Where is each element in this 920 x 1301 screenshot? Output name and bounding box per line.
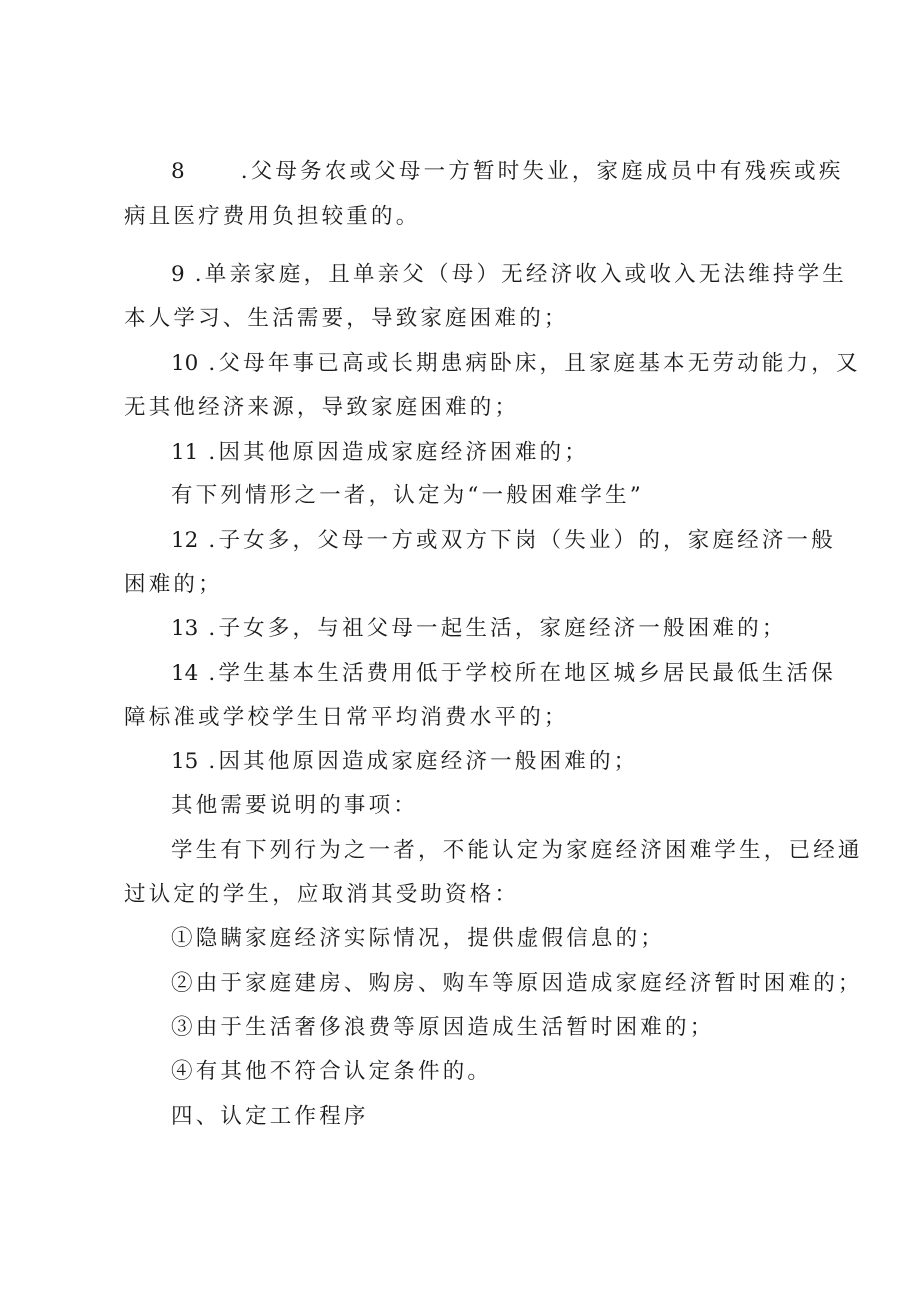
item-8-line-2: 病且医疗费用负担较重的。 [124, 204, 421, 229]
item-text: .子女多，父母一方或双方下岗（失业）的，家庭经济一般 [208, 528, 836, 553]
item-10-line-2: 无其他经济来源，导致家庭困难的； [124, 395, 520, 420]
item-text: .父母务农或父母一方暂时失业，家庭成员中有残疾或疾 [240, 159, 844, 184]
section-heading-procedure: 四、认定工作程序 [171, 1104, 369, 1129]
item-number: 11 [171, 440, 199, 465]
item-11-line-1 [171, 438, 589, 468]
item-8-line-1 [171, 157, 844, 187]
item-text: .学生基本生活费用低于学校所在地区城乡居民最低生活保 [208, 661, 836, 686]
item-number: 9 [171, 262, 185, 287]
item-9-line-2: 本人学习、生活需要，导致家庭困难的； [124, 306, 569, 331]
general-hardship-heading: 有下列情形之一者，认定为“一般困难学生” [171, 483, 644, 508]
disqualification-line-2: 过认定的学生，应取消其受助资格： [124, 882, 520, 907]
item-number: 13 [171, 616, 199, 641]
circled-item-3: ③由于生活奢侈浪费等原因造成生活暂时困难的； [171, 1015, 715, 1040]
item-number: 12 [171, 528, 199, 553]
item-12-line-1 [171, 526, 836, 556]
item-number: 14 [171, 661, 199, 686]
item-text: .父母年事已高或长期患病卧床，且家庭基本无劳动能力，又 [208, 351, 861, 376]
item-14-line-1 [171, 659, 836, 689]
item-12-line-2: 困难的； [124, 572, 223, 597]
item-15-line-1 [171, 747, 638, 777]
item-9-line-1 [171, 260, 847, 290]
item-text: .子女多，与祖父母一起生活，家庭经济一般困难的； [208, 616, 787, 641]
item-text: .因其他原因造成家庭经济一般困难的； [208, 749, 639, 774]
item-14-line-2: 障标准或学校学生日常平均消费水平的； [124, 705, 569, 730]
other-matters-heading: 其他需要说明的事项： [171, 793, 419, 818]
item-number: 10 [171, 351, 199, 376]
circled-item-1: ①隐瞒家庭经济实际情况，提供虚假信息的； [171, 926, 666, 951]
item-number: 8 [171, 159, 185, 184]
circled-item-4: ④有其他不符合认定条件的。 [171, 1059, 493, 1084]
item-text: .单亲家庭，且单亲父（母）无经济收入或收入无法维持学生 [194, 262, 847, 287]
item-13-line-1 [171, 614, 787, 644]
item-number: 15 [171, 749, 199, 774]
circled-item-2: ②由于家庭建房、购房、购车等原因造成家庭经济暂时困难的； [171, 971, 863, 996]
disqualification-line-1: 学生有下列行为之一者，不能认定为家庭经济困难学生，已经通 [171, 838, 863, 863]
item-text: .因其他原因造成家庭经济困难的； [208, 440, 589, 465]
item-10-line-1 [171, 349, 861, 379]
